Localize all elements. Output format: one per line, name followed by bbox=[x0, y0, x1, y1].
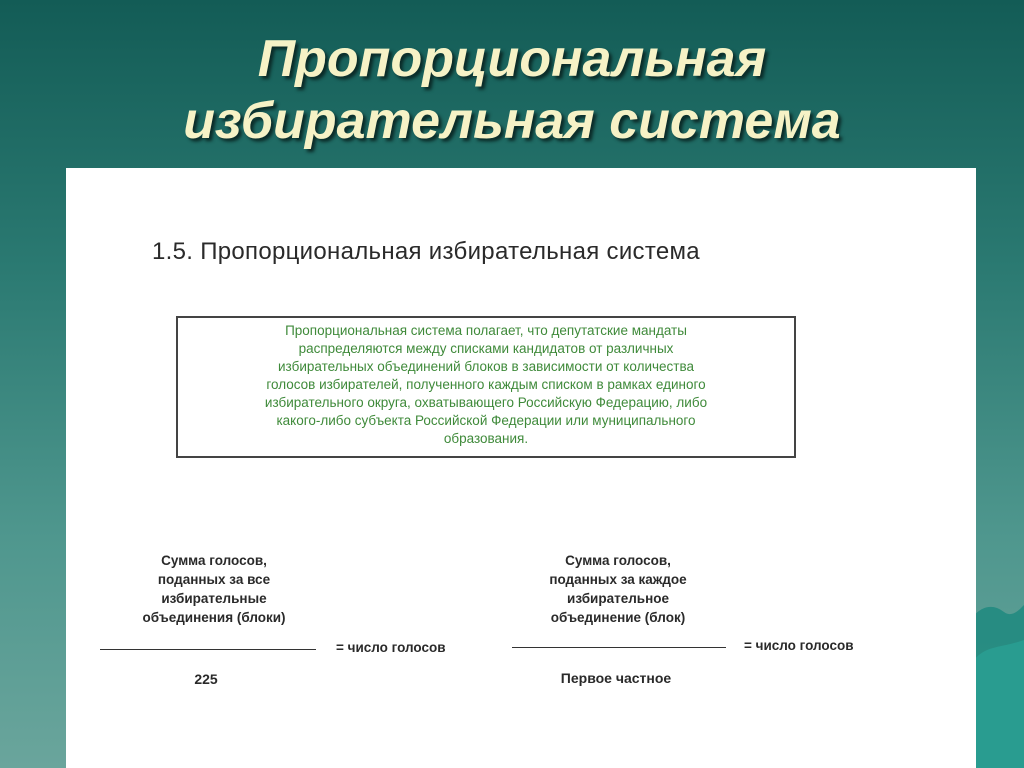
formula-right-denominator: Первое частное bbox=[560, 670, 672, 686]
formula-left-fraction-line bbox=[100, 649, 316, 650]
document-panel bbox=[66, 168, 976, 768]
slide-title-line-2: избирательная система bbox=[183, 92, 841, 150]
formula-right-numerator: Сумма голосов, поданных за каждое избирательное объединение (блок) bbox=[549, 553, 687, 625]
definition-line: избирательного округа, охватывающего Российскую Федерацию, либо bbox=[264, 395, 708, 410]
definition-line: голосов избирателей, полученного каждым списком в рамках единого bbox=[266, 377, 706, 392]
slide-title bbox=[0, 28, 1024, 152]
definition-line: образования. bbox=[443, 431, 529, 446]
definition-line: распределяются между списками кандидатов от различных bbox=[298, 341, 674, 356]
formula-right-equals: = число голосов bbox=[744, 638, 854, 653]
definition-line: какого-либо субъекта Российской Федерации или муниципального bbox=[276, 413, 696, 428]
formula-left-numerator: Сумма голосов, поданных за все избирательные объединения (блоки) bbox=[142, 553, 286, 625]
document-heading: 1.5. Пропорциональная избирательная система bbox=[152, 238, 700, 265]
formula-left-equals: = число голосов bbox=[336, 640, 446, 655]
definition-line: избирательных объединений блоков в зависимости от количества bbox=[278, 359, 694, 374]
slide-title-line-1: Пропорциональная bbox=[257, 30, 767, 88]
definition-box bbox=[176, 316, 796, 458]
definition-line: Пропорциональная система полагает, что депутатские мандаты bbox=[285, 323, 687, 338]
formula-right-fraction-line bbox=[512, 647, 726, 648]
formula-left-denominator: 225 bbox=[194, 671, 218, 687]
